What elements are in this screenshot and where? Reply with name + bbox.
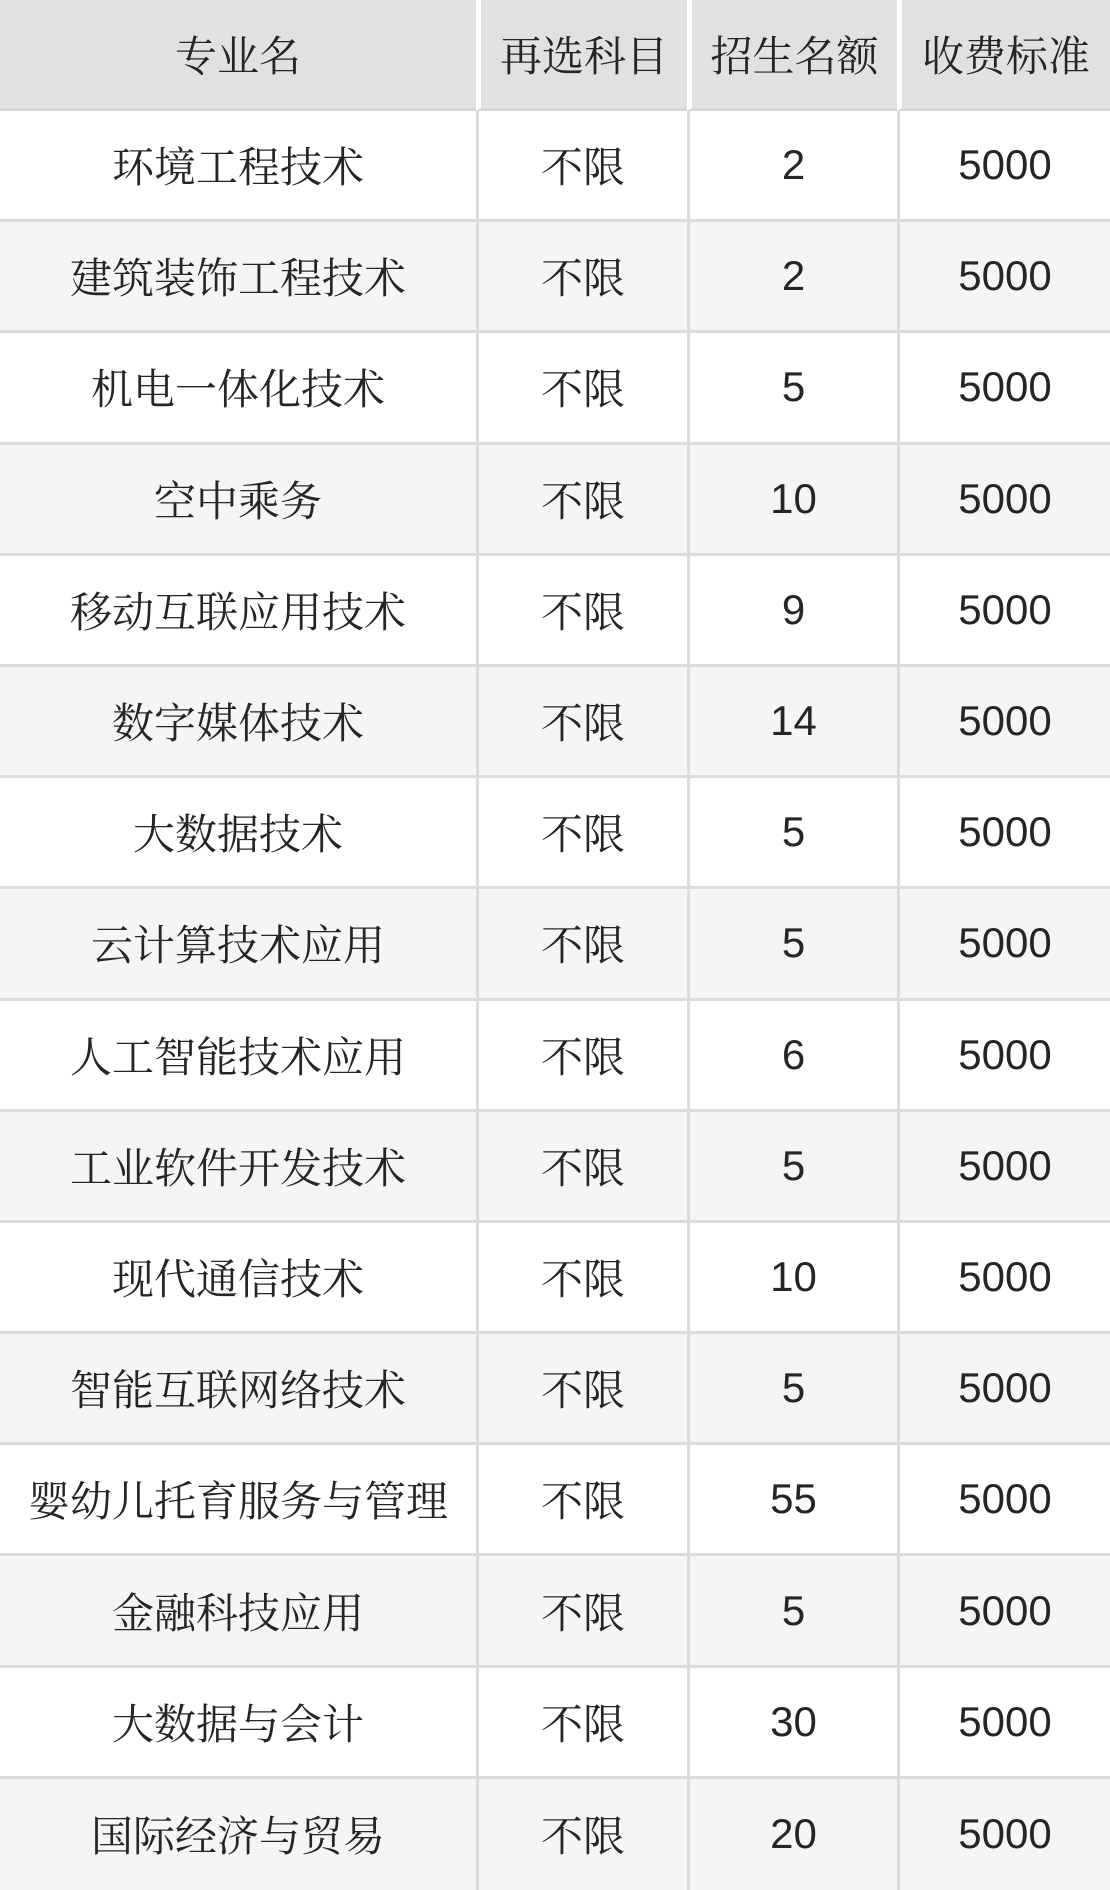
subject-requirement-cell: 不限 <box>476 556 687 667</box>
quota-cell: 5 <box>687 889 897 1000</box>
table-row <box>0 1112 1110 1223</box>
major-name-cell: 智能互联网络技术 <box>0 1334 476 1445</box>
table-row <box>0 889 1110 1000</box>
quota-cell: 9 <box>687 556 897 667</box>
major-name-cell: 工业软件开发技术 <box>0 1112 476 1223</box>
subject-requirement-cell: 不限 <box>476 1001 687 1112</box>
fee-cell: 5000 <box>897 889 1110 1000</box>
table-row <box>0 222 1110 333</box>
quota-cell: 30 <box>687 1668 897 1779</box>
quota-cell: 2 <box>687 111 897 222</box>
table-row <box>0 445 1110 556</box>
subject-requirement-cell: 不限 <box>476 1223 687 1334</box>
column-header-subject: 再选科目 <box>476 0 687 111</box>
quota-cell: 6 <box>687 1001 897 1112</box>
fee-cell: 5000 <box>897 1556 1110 1667</box>
subject-requirement-cell: 不限 <box>476 1445 687 1556</box>
fee-cell: 5000 <box>897 1112 1110 1223</box>
major-name-cell: 大数据与会计 <box>0 1668 476 1779</box>
major-name-cell: 大数据技术 <box>0 778 476 889</box>
table-row <box>0 667 1110 778</box>
major-name-cell: 环境工程技术 <box>0 111 476 222</box>
major-name-cell: 婴幼儿托育服务与管理 <box>0 1445 476 1556</box>
major-name-cell: 空中乘务 <box>0 445 476 556</box>
fee-cell: 5000 <box>897 1779 1110 1890</box>
fee-cell: 5000 <box>897 111 1110 222</box>
major-name-cell: 人工智能技术应用 <box>0 1001 476 1112</box>
table-row <box>0 1223 1110 1334</box>
major-name-cell: 云计算技术应用 <box>0 889 476 1000</box>
subject-requirement-cell: 不限 <box>476 333 687 444</box>
fee-cell: 5000 <box>897 1445 1110 1556</box>
fee-cell: 5000 <box>897 445 1110 556</box>
table-row <box>0 111 1110 222</box>
subject-requirement-cell: 不限 <box>476 667 687 778</box>
quota-cell: 5 <box>687 1334 897 1445</box>
column-header-fee: 收费标准 <box>897 0 1110 111</box>
table-row <box>0 778 1110 889</box>
quota-cell: 5 <box>687 1556 897 1667</box>
major-name-cell: 现代通信技术 <box>0 1223 476 1334</box>
major-name-cell: 机电一体化技术 <box>0 333 476 444</box>
header-row <box>0 0 1110 111</box>
subject-requirement-cell: 不限 <box>476 445 687 556</box>
fee-cell: 5000 <box>897 1334 1110 1445</box>
subject-requirement-cell: 不限 <box>476 1334 687 1445</box>
subject-requirement-cell: 不限 <box>476 778 687 889</box>
quota-cell: 5 <box>687 1112 897 1223</box>
quota-cell: 14 <box>687 667 897 778</box>
subject-requirement-cell: 不限 <box>476 1112 687 1223</box>
table-row <box>0 1334 1110 1445</box>
quota-cell: 10 <box>687 1223 897 1334</box>
fee-cell: 5000 <box>897 556 1110 667</box>
fee-cell: 5000 <box>897 222 1110 333</box>
table-row <box>0 1445 1110 1556</box>
major-name-cell: 国际经济与贸易 <box>0 1779 476 1890</box>
fee-cell: 5000 <box>897 1001 1110 1112</box>
fee-cell: 5000 <box>897 667 1110 778</box>
table-body <box>0 111 1110 1890</box>
fee-cell: 5000 <box>897 1223 1110 1334</box>
subject-requirement-cell: 不限 <box>476 111 687 222</box>
table-row <box>0 1001 1110 1112</box>
quota-cell: 5 <box>687 333 897 444</box>
table-row <box>0 556 1110 667</box>
quota-cell: 10 <box>687 445 897 556</box>
subject-requirement-cell: 不限 <box>476 1556 687 1667</box>
quota-cell: 55 <box>687 1445 897 1556</box>
major-name-cell: 金融科技应用 <box>0 1556 476 1667</box>
quota-cell: 20 <box>687 1779 897 1890</box>
column-header-major: 专业名 <box>0 0 476 111</box>
subject-requirement-cell: 不限 <box>476 1779 687 1890</box>
column-header-quota: 招生名额 <box>687 0 897 111</box>
table-header <box>0 0 1110 111</box>
fee-cell: 5000 <box>897 778 1110 889</box>
subject-requirement-cell: 不限 <box>476 222 687 333</box>
subject-requirement-cell: 不限 <box>476 889 687 1000</box>
fee-cell: 5000 <box>897 333 1110 444</box>
subject-requirement-cell: 不限 <box>476 1668 687 1779</box>
table-row <box>0 1556 1110 1667</box>
table-row <box>0 333 1110 444</box>
fee-cell: 5000 <box>897 1668 1110 1779</box>
major-name-cell: 建筑装饰工程技术 <box>0 222 476 333</box>
quota-cell: 2 <box>687 222 897 333</box>
major-name-cell: 移动互联应用技术 <box>0 556 476 667</box>
table-row <box>0 1668 1110 1779</box>
table-row <box>0 1779 1110 1890</box>
major-name-cell: 数字媒体技术 <box>0 667 476 778</box>
quota-cell: 5 <box>687 778 897 889</box>
